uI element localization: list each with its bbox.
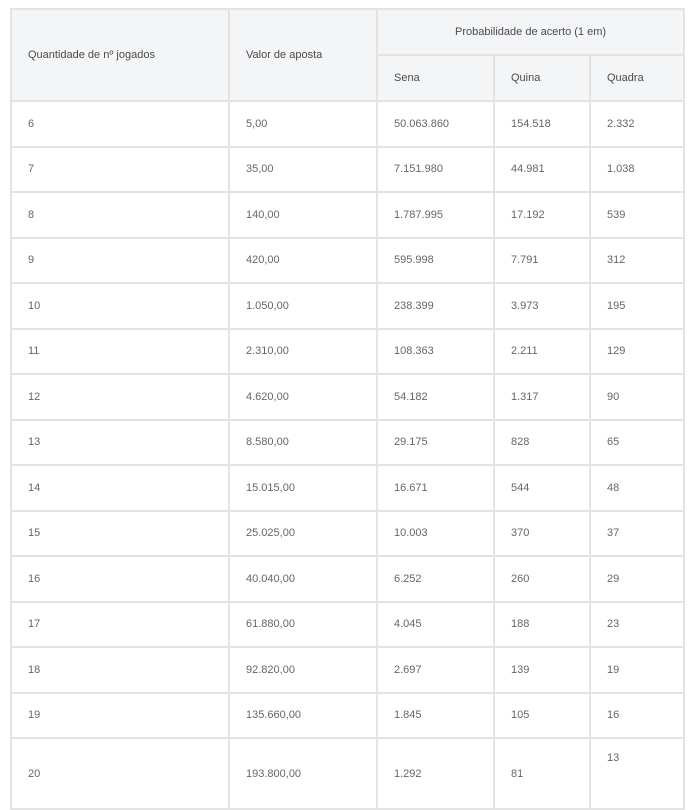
cell-bet-value: 25.025,00 bbox=[229, 511, 377, 557]
cell-quadra: 29 bbox=[590, 556, 684, 602]
table-row bbox=[11, 238, 684, 284]
cell-bet-value: 61.880,00 bbox=[229, 602, 377, 648]
cell-quantity: 12 bbox=[11, 374, 229, 420]
cell-quadra: 90 bbox=[590, 374, 684, 420]
cell-sena: 29.175 bbox=[377, 420, 494, 466]
table-row bbox=[11, 283, 684, 329]
cell-bet-value: 5,00 bbox=[229, 101, 377, 147]
cell-quantity: 10 bbox=[11, 283, 229, 329]
cell-sena: 4.045 bbox=[377, 602, 494, 648]
cell-quadra: 129 bbox=[590, 329, 684, 375]
header-row bbox=[11, 9, 684, 55]
cell-quina: 828 bbox=[494, 420, 590, 466]
cell-quantity: 16 bbox=[11, 556, 229, 602]
cell-quina: 370 bbox=[494, 511, 590, 557]
cell-sena: 7.151.980 bbox=[377, 147, 494, 193]
cell-bet-value: 135.660,00 bbox=[229, 693, 377, 739]
cell-quantity: 11 bbox=[11, 329, 229, 375]
cell-quadra: 37 bbox=[590, 511, 684, 557]
cell-quantity: 17 bbox=[11, 602, 229, 648]
cell-quina: 2.211 bbox=[494, 329, 590, 375]
cell-quantity: 8 bbox=[11, 192, 229, 238]
cell-quina: 154.518 bbox=[494, 101, 590, 147]
table-row bbox=[11, 329, 684, 375]
table-row bbox=[11, 374, 684, 420]
table-row bbox=[11, 511, 684, 557]
cell-quina: 1.317 bbox=[494, 374, 590, 420]
cell-quantity: 13 bbox=[11, 420, 229, 466]
cell-quina: 81 bbox=[494, 738, 590, 809]
cell-quadra: 65 bbox=[590, 420, 684, 466]
cell-sena: 1.845 bbox=[377, 693, 494, 739]
table-row bbox=[11, 556, 684, 602]
odds-table bbox=[10, 8, 685, 810]
cell-quadra: 1.038 bbox=[590, 147, 684, 193]
table-row bbox=[11, 602, 684, 648]
cell-quina: 105 bbox=[494, 693, 590, 739]
cell-quadra: 2.332 bbox=[590, 101, 684, 147]
cell-bet-value: 193.800,00 bbox=[229, 738, 377, 809]
cell-bet-value: 4.620,00 bbox=[229, 374, 377, 420]
cell-quantity: 15 bbox=[11, 511, 229, 557]
cell-sena: 10.003 bbox=[377, 511, 494, 557]
cell-quina: 188 bbox=[494, 602, 590, 648]
cell-sena: 595.998 bbox=[377, 238, 494, 284]
table-row bbox=[11, 420, 684, 466]
cell-quantity: 9 bbox=[11, 238, 229, 284]
cell-sena: 108.363 bbox=[377, 329, 494, 375]
cell-quina: 44.981 bbox=[494, 147, 590, 193]
cell-quina: 17.192 bbox=[494, 192, 590, 238]
cell-quantity: 14 bbox=[11, 465, 229, 511]
cell-sena: 238.399 bbox=[377, 283, 494, 329]
cell-sena: 54.182 bbox=[377, 374, 494, 420]
cell-quantity: 20 bbox=[11, 738, 229, 809]
table-row bbox=[11, 465, 684, 511]
cell-quantity: 19 bbox=[11, 693, 229, 739]
cell-quadra: 13 bbox=[590, 738, 684, 809]
cell-quadra: 312 bbox=[590, 238, 684, 284]
cell-bet-value: 92.820,00 bbox=[229, 647, 377, 693]
table-row bbox=[11, 147, 684, 193]
cell-bet-value: 420,00 bbox=[229, 238, 377, 284]
cell-quadra: 195 bbox=[590, 283, 684, 329]
cell-sena: 6.252 bbox=[377, 556, 494, 602]
header-quantity: Quantidade de nº jogados bbox=[11, 9, 229, 101]
table-row bbox=[11, 738, 684, 809]
cell-quina: 544 bbox=[494, 465, 590, 511]
cell-sena: 16.671 bbox=[377, 465, 494, 511]
cell-quantity: 18 bbox=[11, 647, 229, 693]
cell-sena: 50.063.860 bbox=[377, 101, 494, 147]
cell-quina: 139 bbox=[494, 647, 590, 693]
header-quina: Quina bbox=[494, 55, 590, 101]
cell-quadra: 23 bbox=[590, 602, 684, 648]
table-row bbox=[11, 693, 684, 739]
cell-sena: 1.787.995 bbox=[377, 192, 494, 238]
header-bet-value: Valor de aposta bbox=[229, 9, 377, 101]
table-row bbox=[11, 647, 684, 693]
cell-bet-value: 140,00 bbox=[229, 192, 377, 238]
cell-bet-value: 15.015,00 bbox=[229, 465, 377, 511]
cell-sena: 2.697 bbox=[377, 647, 494, 693]
cell-quantity: 6 bbox=[11, 101, 229, 147]
header-quadra: Quadra bbox=[590, 55, 684, 101]
cell-quadra: 539 bbox=[590, 192, 684, 238]
table-row bbox=[11, 101, 684, 147]
header-sena: Sena bbox=[377, 55, 494, 101]
cell-bet-value: 8.580,00 bbox=[229, 420, 377, 466]
cell-quina: 260 bbox=[494, 556, 590, 602]
table-row bbox=[11, 192, 684, 238]
cell-quina: 3.973 bbox=[494, 283, 590, 329]
cell-quadra: 48 bbox=[590, 465, 684, 511]
cell-bet-value: 1.050,00 bbox=[229, 283, 377, 329]
cell-quina: 7.791 bbox=[494, 238, 590, 284]
cell-quadra: 19 bbox=[590, 647, 684, 693]
cell-sena: 1.292 bbox=[377, 738, 494, 809]
cell-quadra: 16 bbox=[590, 693, 684, 739]
cell-bet-value: 35,00 bbox=[229, 147, 377, 193]
table-header bbox=[11, 9, 684, 101]
cell-quantity: 7 bbox=[11, 147, 229, 193]
header-probability-group: Probabilidade de acerto (1 em) bbox=[377, 9, 684, 55]
cell-bet-value: 2.310,00 bbox=[229, 329, 377, 375]
table-body bbox=[11, 101, 684, 809]
cell-bet-value: 40.040,00 bbox=[229, 556, 377, 602]
